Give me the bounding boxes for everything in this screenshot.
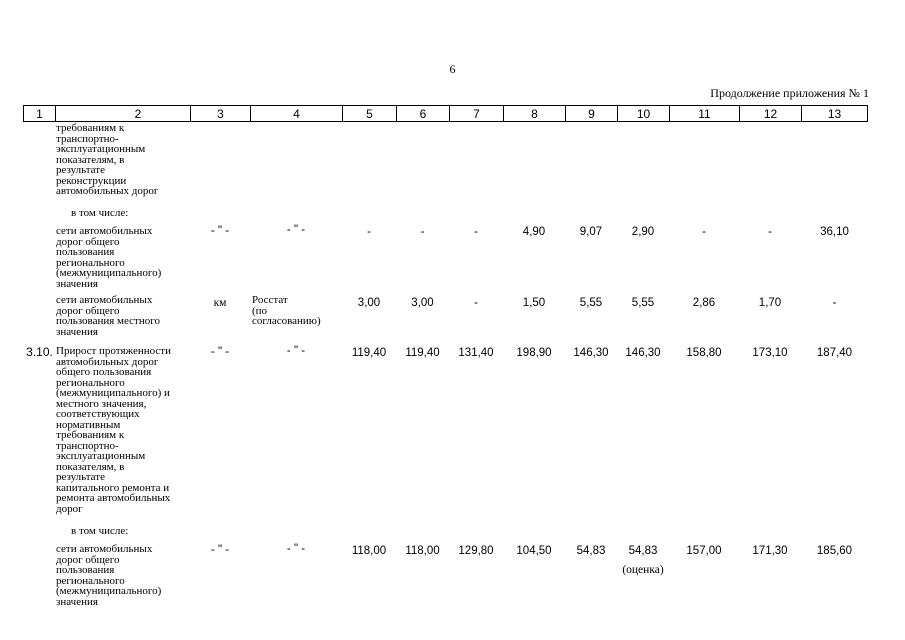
header-col-13: 13 — [801, 105, 868, 122]
row-source: - " - — [286, 224, 306, 236]
row-value: 187,40 — [816, 347, 853, 359]
row-value: 54,83 — [628, 545, 658, 557]
header-col-3: 3 — [190, 105, 250, 122]
row-description: сети автомобильных дорог общего пользования регионального (межмуниципального) значения — [56, 225, 162, 290]
row-value: 118,00 — [405, 545, 440, 557]
row-value: 185,60 — [816, 545, 853, 557]
row-value: 3,00 — [411, 297, 434, 309]
header-col-7: 7 — [449, 105, 503, 122]
row-value: 146,30 — [573, 347, 609, 359]
row-value: 129,80 — [458, 545, 494, 557]
row-source: - " - — [286, 345, 306, 357]
row-value: 3,00 — [357, 297, 381, 309]
row-value: 146,30 — [625, 347, 661, 359]
header-col-1: 1 — [23, 105, 55, 122]
row-value: 1,70 — [758, 297, 782, 309]
row-value: 54,83 — [576, 545, 606, 557]
row-value: 119,40 — [405, 347, 440, 359]
row-description: в том числе: — [71, 207, 129, 219]
row-value: 173,10 — [752, 347, 788, 359]
row-description: Прирост протяженности автомобильных дорог общего пользования регионального (межмуниципального) и местного значения, соответствующих нормативным требованиям к транспортно- эксплуатационным показателям, в результате капитального ремонта и ремонта автомобильных дорог — [56, 345, 171, 515]
page-number: 6 — [449, 62, 456, 76]
row-source: - " - — [286, 543, 306, 555]
row-value: 171,30 — [752, 545, 788, 557]
header-col-2: 2 — [55, 105, 220, 122]
row-value: 157,00 — [686, 545, 722, 557]
row-value: 131,40 — [458, 347, 494, 359]
row-value: 5,55 — [631, 297, 655, 309]
row-value: - — [768, 226, 772, 238]
row-description: в том числе: — [71, 525, 129, 537]
row-source: Росстат (по согласованию) — [252, 294, 321, 327]
header-col-12: 12 — [739, 105, 801, 122]
row-value: - — [367, 226, 371, 238]
row-unit: - " - — [210, 544, 230, 556]
row-value: 9,07 — [579, 226, 603, 238]
header-col-9: 9 — [565, 105, 617, 122]
appendix-continuation-note: Продолжение приложения № 1 — [710, 86, 869, 100]
row-value: - — [420, 226, 425, 238]
header-col-10: 10 — [617, 105, 669, 122]
row-value-note: (оценка) — [622, 564, 664, 576]
row-value: 118,00 — [351, 545, 387, 557]
header-col-8: 8 — [503, 105, 565, 122]
row-value: 2,86 — [692, 297, 716, 309]
row-value: - — [832, 297, 837, 309]
row-value: 158,80 — [686, 347, 722, 359]
row-value: - — [702, 226, 706, 238]
row-description: сети автомобильных дорог общего пользования регионального (межмуниципального) значения — [56, 543, 162, 608]
row-description: сети автомобильных дорог общего пользования местного значения — [56, 294, 160, 338]
row-unit: - " - — [210, 346, 230, 358]
row-unit: - " - — [210, 225, 230, 237]
row-unit: км — [213, 297, 227, 309]
row-number: 3.10. — [26, 345, 53, 359]
header-col-6: 6 — [396, 105, 449, 122]
row-value: - — [474, 297, 478, 309]
row-description: требованиям к транспортно- эксплуатационным показателям, в результате реконструкции автомобильных дорог — [56, 122, 159, 197]
row-value: 1,50 — [522, 297, 546, 309]
row-value: 5,55 — [579, 297, 603, 309]
row-value: 2,90 — [631, 226, 655, 238]
row-value: 198,90 — [516, 347, 552, 359]
header-col-4: 4 — [250, 105, 342, 122]
row-value: 104,50 — [516, 545, 552, 557]
row-value: 119,40 — [351, 347, 387, 359]
row-value: 4,90 — [522, 226, 546, 238]
header-col-5: 5 — [342, 105, 396, 122]
row-value: - — [474, 226, 478, 238]
header-col-11: 11 — [669, 105, 739, 122]
row-value: 36,10 — [820, 226, 849, 238]
